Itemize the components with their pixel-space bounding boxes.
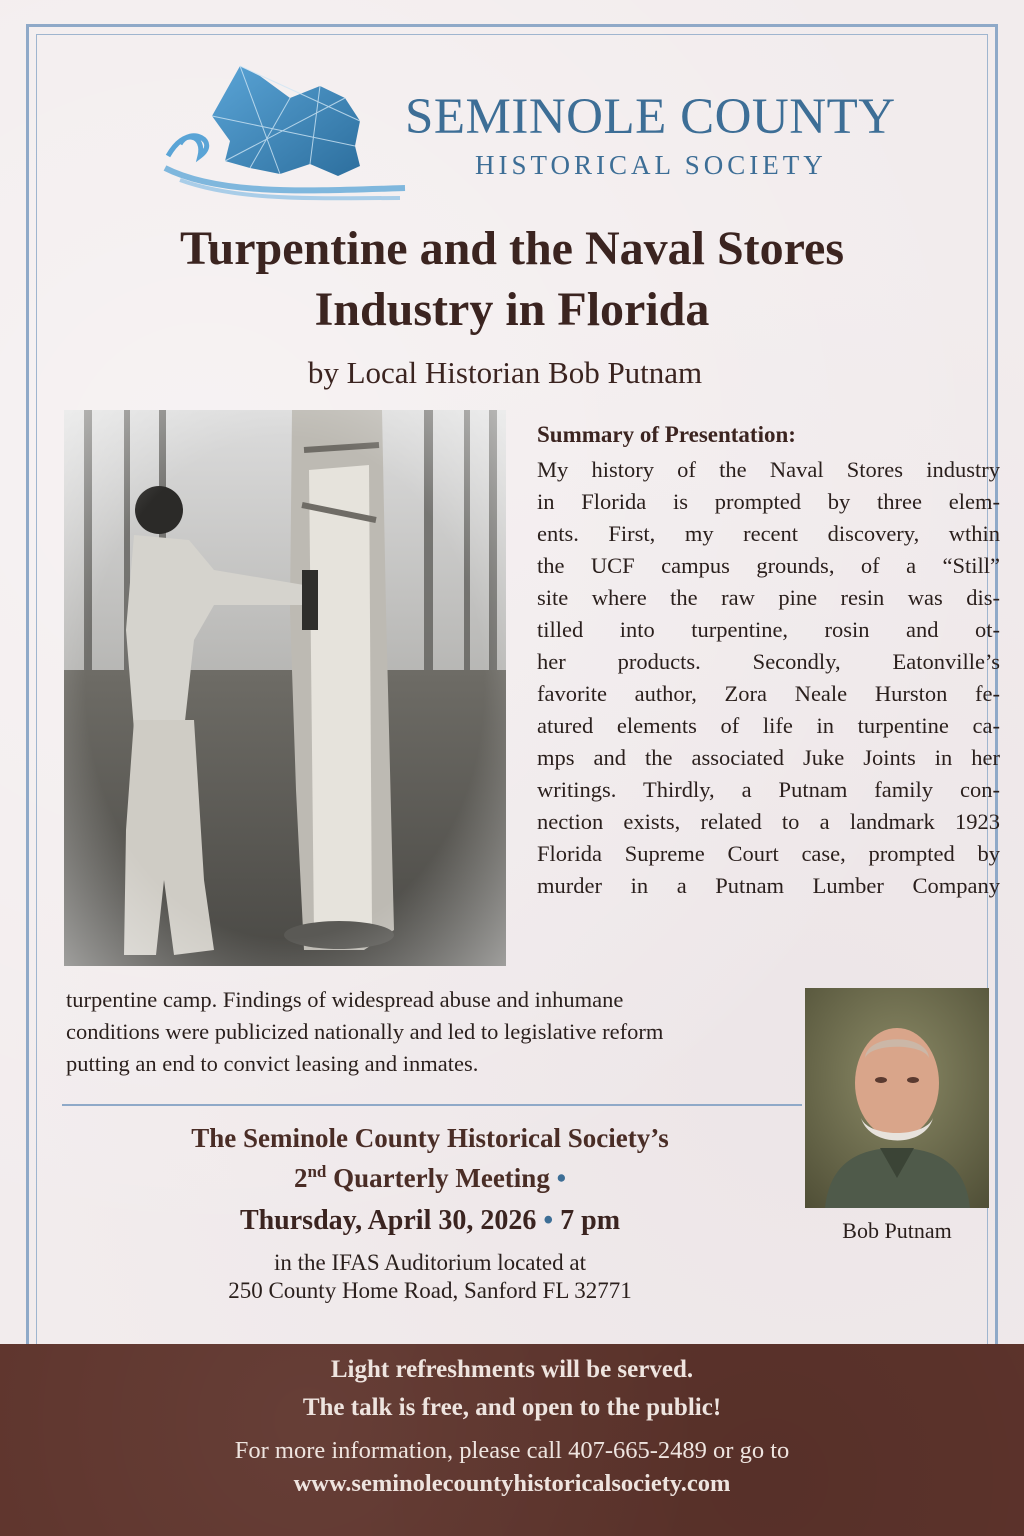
summary-line: her products. Secondly, Eatonville’s — [537, 649, 1000, 674]
summary-line: favorite author, Zora Neale Hurston fe- — [537, 681, 1000, 706]
footer-website-link[interactable]: www.seminolecountyhistoricalsociety.com — [293, 1470, 731, 1497]
meeting-ordinal-number: 2 — [293, 1163, 308, 1194]
summary-line: putting an end to convict leasing and inmates. — [66, 1051, 479, 1076]
summary-line: tilled into turpentine, rosin and ot- — [537, 617, 1000, 642]
summary-heading: Summary of Presentation: — [537, 422, 796, 447]
meeting-date-line — [60, 1205, 800, 1237]
bullet-icon: • — [543, 1204, 554, 1236]
footer-free-talk: The talk is free, and open to the public! — [302, 1394, 722, 1421]
summary-continuation — [66, 984, 801, 1080]
florida-map-logo-icon — [160, 56, 410, 206]
summary-line: turpentine camp. Findings of widespread abuse and inhumane — [66, 987, 624, 1012]
meeting-location-line1: in the IFAS Auditorium located at — [274, 1249, 586, 1275]
meeting-date: Thursday, April 30, 2026 — [239, 1204, 544, 1236]
summary-line: murder in a Putnam Lumber Company — [537, 873, 1000, 898]
footer-contact: For more information, please call 407-665-2489 or go to — [234, 1437, 790, 1464]
photo-illustration — [64, 410, 506, 966]
meeting-quarter-text: Quarterly Meeting — [326, 1163, 557, 1194]
meeting-location-line2: 250 County Home Road, Sanford FL 32771 — [228, 1278, 632, 1304]
summary-body — [537, 454, 1000, 902]
section-divider — [62, 1104, 802, 1106]
summary-line: Florida Supreme Court case, prompted by — [537, 841, 1000, 866]
summary-line: in Florida is prompted by three elem- — [537, 489, 1000, 514]
event-title — [0, 218, 1024, 340]
summary-line: atured elements of life in turpentine ca- — [537, 713, 1000, 738]
summary-line: My history of the Naval Stores industry — [537, 457, 1000, 482]
summary-line: conditions were publicized nationally and led to legislative reform — [66, 1019, 664, 1044]
portrait-illustration — [805, 988, 989, 1208]
meeting-details — [60, 1122, 800, 1306]
org-subtitle: HISTORICAL SOCIETY — [475, 150, 827, 180]
summary-line: ents. First, my recent discovery, wthin — [537, 521, 1000, 546]
org-name: SEMINOLE COUNTY — [405, 89, 896, 145]
event-title-line1: Turpentine and the Naval Stores — [179, 222, 845, 275]
event-byline: by Local Historian Bob Putnam — [307, 355, 703, 390]
summary-line: site where the raw pine resin was dis- — [537, 585, 1000, 610]
meeting-quarter-line — [60, 1162, 800, 1194]
speaker-caption: Bob Putnam — [842, 1218, 952, 1243]
footer-refreshments: Light refreshments will be served. — [330, 1356, 694, 1383]
meeting-ordinal-suffix: nd — [307, 1162, 327, 1182]
meeting-time: 7 pm — [553, 1204, 621, 1236]
bullet-icon: • — [556, 1163, 567, 1194]
summary-line: nection exists, related to a landmark 1923 — [537, 809, 1000, 834]
meeting-org-line: The Seminole County Historical Society’s — [191, 1123, 669, 1153]
speaker-portrait-photo — [805, 988, 989, 1208]
footer-banner — [0, 1344, 1024, 1536]
summary-line: mps and the associated Juke Joints in her — [537, 745, 1000, 770]
summary-line: writings. Thirdly, a Putnam family con- — [537, 777, 1000, 802]
turpentine-worker-photo — [64, 410, 506, 966]
event-title-line2: Industry in Florida — [314, 283, 710, 336]
summary-line: the UCF campus grounds, of a “Still” — [537, 553, 1000, 578]
